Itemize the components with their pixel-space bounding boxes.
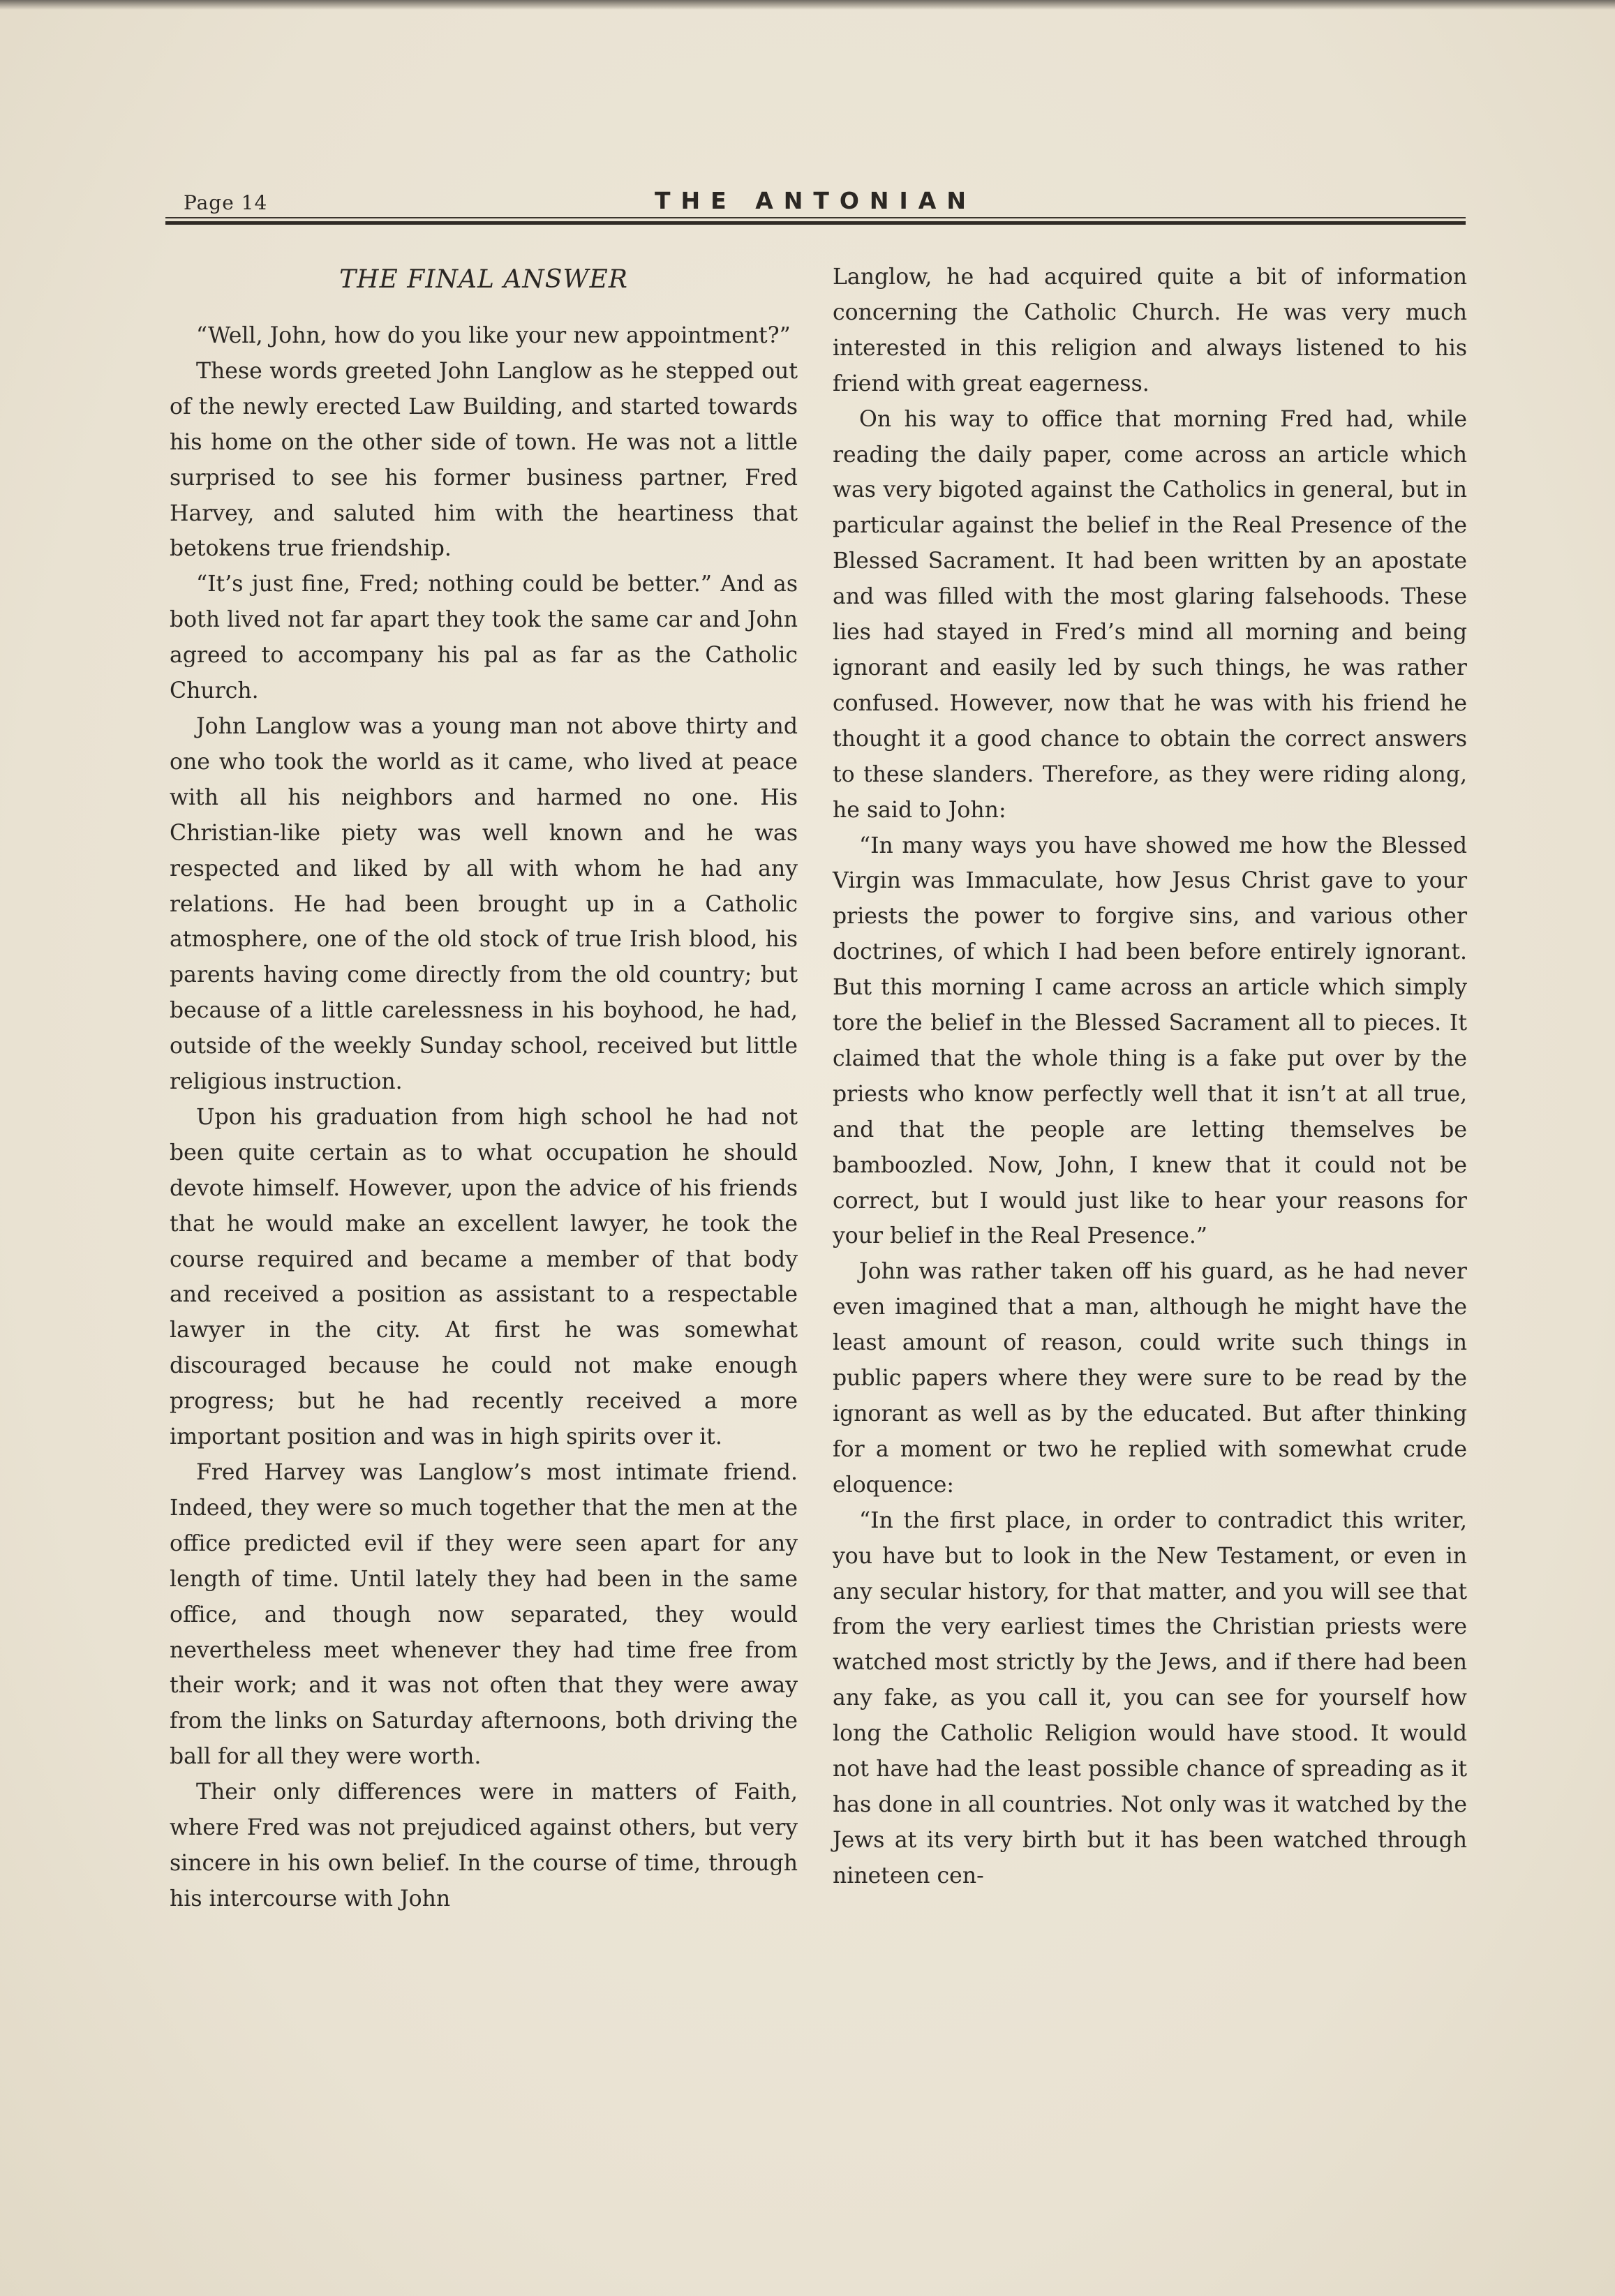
paragraph: John Langlow was a young man not above thirty and one who took the world as it came, who lived at peace with all his neighbors and harmed no one. His Christian-like piety was well known and he was respected and liked by all with whom he had any relations. He had been brought up in a Catholic atmosphere, one of the old stock of true Irish blood, his parents having come directly from the old country; but because of a little carelessness in his boyhood, he had, outside of the weekly Sunday school, received but little religious instruction. [170, 713, 798, 1095]
left-column [170, 260, 798, 1917]
paragraph: “In many ways you have showed me how the Blessed Virgin was Immaculate, how Jesus Christ gave to your priests the power to forgive sins, and various other doctrines, of which I had been before entirely ignorant. But this morning I came across an article which simply tore the belief in the Blessed Sacrament all to pieces. It claimed that the whole thing is a fake put over by the priests who know perfectly well that it isn’t at all true, and that the people are letting themselves be bamboozled. Now, John, I knew that it could not be correct, but I would just like to hear your reasons for your belief in the Real Presence.” [833, 833, 1467, 1249]
paragraph: Their only differences were in matters of Faith, where Fred was not prejudiced against others, but very sincere in his own belief. In the course of time, through his intercourse with John [170, 1780, 798, 1911]
page-number: Page 14 [184, 191, 268, 214]
paragraph: “It’s just fine, Fred; nothing could be better.” And as both lived not far apart they took the same car and John agreed to accompany his pal as far as the Catholic Church. [170, 572, 798, 704]
article-title: THE FINAL ANSWER [339, 265, 628, 294]
page-header [165, 186, 1466, 218]
page-top-edge [0, 0, 1615, 10]
paragraph: Upon his graduation from high school he had not been quite certain as to what occupation he should devote himself. However, upon the advice of his friends that he would make an excellent lawyer, he took the course required and became a member of that body and received a position as assistant to a respectable lawyer in the city. At first he was somewhat discouraged because he could not make enough progress; but he had recently received a more important position and was in high spirits over it. [170, 1104, 798, 1450]
right-column [833, 260, 1467, 1894]
header-rule-thin [165, 217, 1466, 218]
paragraph: John was rather taken off his guard, as he had never even imagined that a man, although he might have the least amount of reason, could write such things in public papers where they were sure to be read by the ignorant as well as by the educated. But after thinking for a moment or two he replied with somewhat crude eloquence: [833, 1259, 1467, 1498]
paragraph: These words greeted John Langlow as he stepped out of the newly erected Law Building, and started towards his home on the other side of town. He was not a little surprised to see his former business partner, Fred Harvey, and saluted him with the heartiness that betokens true friendship. [170, 358, 798, 562]
paragraph: “In the first place, in order to contradict this writer, you have but to look in the New Testament, or even in any secular history, for that matter, and you will see that from the very earliest times the Christian priests were watched most strictly by the Jews, and if there had been any fake, as you call it, you can see for yourself how long the Catholic Religion would have stood. It would not have had the least possible chance of spreading as it has done in all countries. Not only was it watched by the Jews at its very birth but it has been watched through nineteen cen- [833, 1507, 1467, 1888]
paragraph: Fred Harvey was Langlow’s most intimate friend. Indeed, they were so much together that the men at the office predicted evil if they were seen apart for any length of time. Until lately they had been in the same office, and though now separated, they would nevertheless meet whenever they had time free from their work; and it was not often that they were away from the links on Saturday afternoons, both driving the ball for all they were worth. [170, 1460, 798, 1770]
paragraph-continuation: Langlow, he had acquired quite a bit of information concerning the Catholic Church. He was very much interested in this religion and always listened to his friend with great eagerness. [833, 264, 1467, 396]
paragraph: On his way to office that morning Fred had, while reading the daily paper, come across an article which was very bigoted against the Catholics in general, but in particular against the belief in the Real Presence of the Blessed Sacrament. It had been written by an apostate and was filled with the most glaring falsehoods. These lies had stayed in Fred’s mind all morning and being ignorant and easily led by such things, he was rather confused. However, now that he was with his friend he thought it a good chance to obtain the correct answers to these slanders. Therefore, as they were riding along, he said to John: [833, 406, 1467, 823]
masthead-title: THE ANTONIAN [655, 187, 976, 214]
header-rule-thick [165, 221, 1466, 225]
paragraph: “Well, John, how do you like your new appointment?” [196, 323, 791, 348]
